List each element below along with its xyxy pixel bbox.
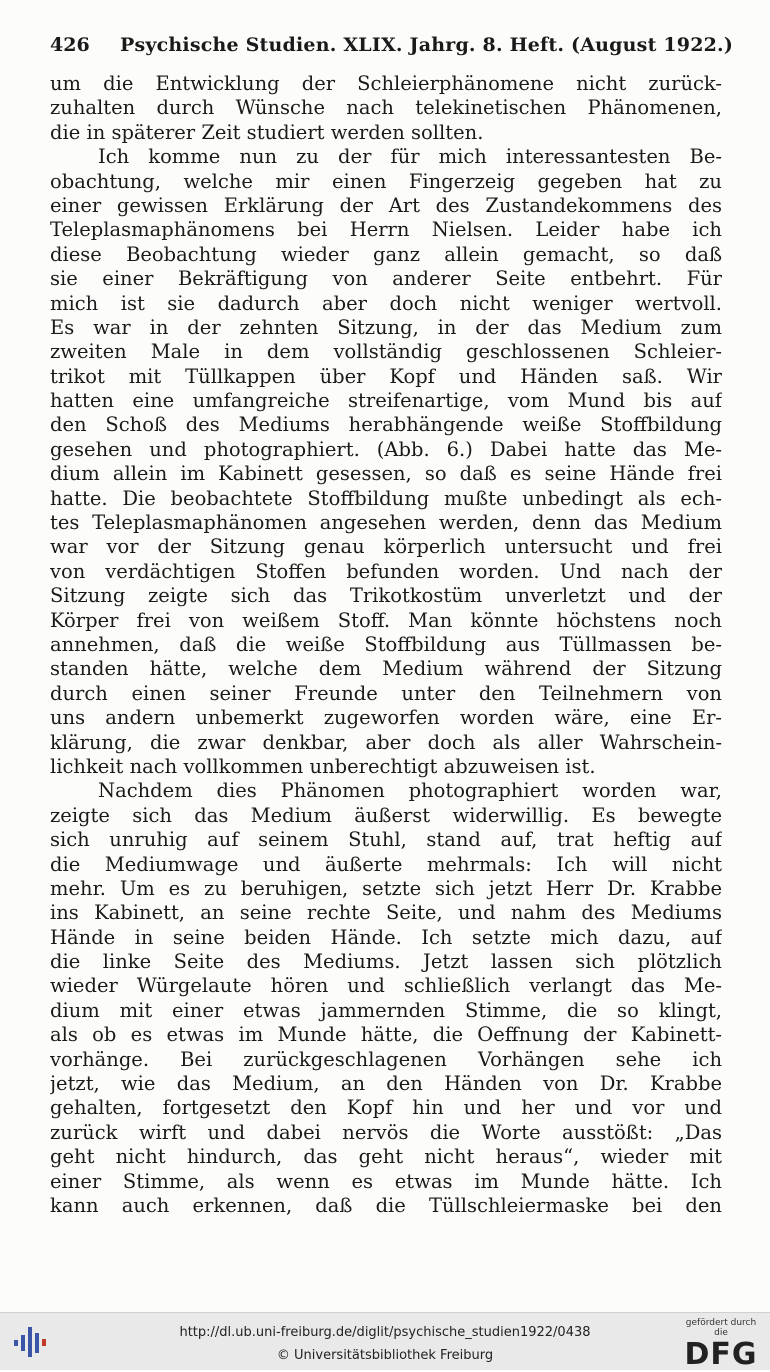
text-line: sich unruhig auf seinem Stuhl, stand auf, trat heftig auf xyxy=(50,828,722,852)
text-line: trikot mit Tüllkappen über Kopf und Händen saß. Wir xyxy=(50,364,722,388)
text-line: als ob es etwas im Munde hätte, die Oeffnung der Kabinett- xyxy=(50,1023,722,1047)
text-line: wieder Würgelaute hören und schließlich verlangt das Me- xyxy=(50,974,722,998)
text-line: sie einer Bekräftigung von anderer Seite entbehrt. Für xyxy=(50,267,722,291)
text-line: gesehen und photographiert. (Abb. 6.) Dabei hatte das Me- xyxy=(50,437,722,461)
text-line: diese Beobachtung wieder ganz allein gemacht, so daß xyxy=(50,242,722,266)
text-line: Hände in seine beiden Hände. Ich setzte mich dazu, auf xyxy=(50,925,722,949)
viewer-footer xyxy=(0,1312,770,1370)
text-line: zuhalten durch Wünsche nach telekinetischen Phänomenen, xyxy=(50,96,722,120)
body-text xyxy=(50,72,722,1218)
text-line: einer gewissen Erklärung der Art des Zustandekommens des xyxy=(50,193,722,217)
text-line: einer Stimme, als wenn es etwas im Munde hätte. Ich xyxy=(50,1169,722,1193)
text-line: ins Kabinett, an seine rechte Seite, und nahm des Mediums xyxy=(50,901,722,925)
text-line: die Mediumwage und äußerte mehrmals: Ich will nicht xyxy=(50,852,722,876)
text-line: jetzt, wie das Medium, an den Händen von Dr. Krabbe xyxy=(50,1072,722,1096)
source-url-link[interactable]: http://dl.ub.uni-freiburg.de/diglit/psychische_studien1922/0438 xyxy=(179,1325,591,1340)
text-line: war vor der Sitzung genau körperlich untersucht und frei xyxy=(50,535,722,559)
text-line: gehalten, fortgesetzt den Kopf hin und her und vor und xyxy=(50,1096,722,1120)
text-line: klärung, die zwar denkbar, aber doch als aller Wahrschein- xyxy=(50,730,722,754)
text-line: standen hätte, welche dem Medium während der Sitzung xyxy=(50,657,722,681)
text-line: zurück wirft und dabei nervös die Worte ausstößt: „Das xyxy=(50,1120,722,1144)
dfg-caption: gefördert durch die xyxy=(685,1318,757,1338)
text-line: vorhänge. Bei zurückgeschlagenen Vorhängen sehe ich xyxy=(50,1047,722,1071)
text-line: geht nicht hindurch, das geht nicht heraus“, wieder mit xyxy=(50,1145,722,1169)
dfg-logo-text: DFG xyxy=(684,1337,758,1372)
text-line: Es war in der zehnten Sitzung, in der das Medium zum xyxy=(50,315,722,339)
text-line: kann auch erkennen, daß die Tüllschleiermaske bei den xyxy=(50,1193,722,1217)
text-line: mehr. Um es zu beruhigen, setzte sich jetzt Herr Dr. Krabbe xyxy=(50,876,722,900)
text-line: uns andern unbemerkt zugeworfen worden wäre, eine Er- xyxy=(50,706,722,730)
text-line: durch einen seiner Freunde unter den Teilnehmern von xyxy=(50,681,722,705)
text-line: obachtung, welche mir einen Fingerzeig gegeben hat zu xyxy=(50,169,722,193)
text-line: hatten eine umfangreiche streifenartige, vom Mund bis auf xyxy=(50,389,722,413)
text-line: Teleplasmaphänomens bei Herrn Nielsen. Leider habe ich xyxy=(50,218,722,242)
text-line: den Schoß des Mediums herabhängende weiße Stoffbildung xyxy=(50,413,722,437)
dfg-funding-logo xyxy=(680,1318,762,1372)
text-line: Körper frei von weißem Stoff. Man könnte höchstens noch xyxy=(50,608,722,632)
copyright-notice: © Universitätsbibliothek Freiburg xyxy=(276,1348,494,1363)
text-line: hatte. Die beobachtete Stoffbildung mußte unbedingt als ech- xyxy=(50,486,722,510)
text-line: tes Teleplasmaphänomen angesehen werden, denn das Medium xyxy=(50,511,722,535)
text-line: die in späterer Zeit studiert werden sollten. xyxy=(50,120,484,144)
text-line: zweiten Male in dem vollständig geschlossenen Schleier- xyxy=(50,340,722,364)
text-line: dium mit einer etwas jammernden Stimme, die so klingt, xyxy=(50,998,722,1022)
text-line: annehmen, daß die weiße Stoffbildung aus Tüllmassen be- xyxy=(50,632,722,656)
text-line: Ich komme nun zu der für mich interessantesten Be- xyxy=(98,145,722,169)
page-header xyxy=(50,34,734,62)
text-line: um die Entwicklung der Schleierphänomene nicht zurück- xyxy=(50,72,722,95)
text-line: Sitzung zeigte sich das Trikotkostüm unverletzt und der xyxy=(50,584,722,608)
text-line: die linke Seite des Mediums. Jetzt lassen sich plötzlich xyxy=(50,950,722,974)
text-line: Nachdem dies Phänomen photographiert worden war, xyxy=(98,779,722,803)
text-line: von verdächtigen Stoffen befunden worden. Und nach der xyxy=(50,559,722,583)
text-line: dium allein im Kabinett gesessen, so daß es seine Hände frei xyxy=(50,462,722,486)
text-line: zeigte sich das Medium äußerst widerwillig. Es bewegte xyxy=(50,803,722,827)
page-number: 426 xyxy=(50,34,90,56)
text-line: lichkeit nach vollkommen unberechtigt abzuweisen ist. xyxy=(50,754,596,778)
running-title: Psychische Studien. XLIX. Jahrg. 8. Heft. (August 1922.) xyxy=(120,34,734,56)
text-line: mich ist sie dadurch aber doch nicht weniger wertvoll. xyxy=(50,291,722,315)
